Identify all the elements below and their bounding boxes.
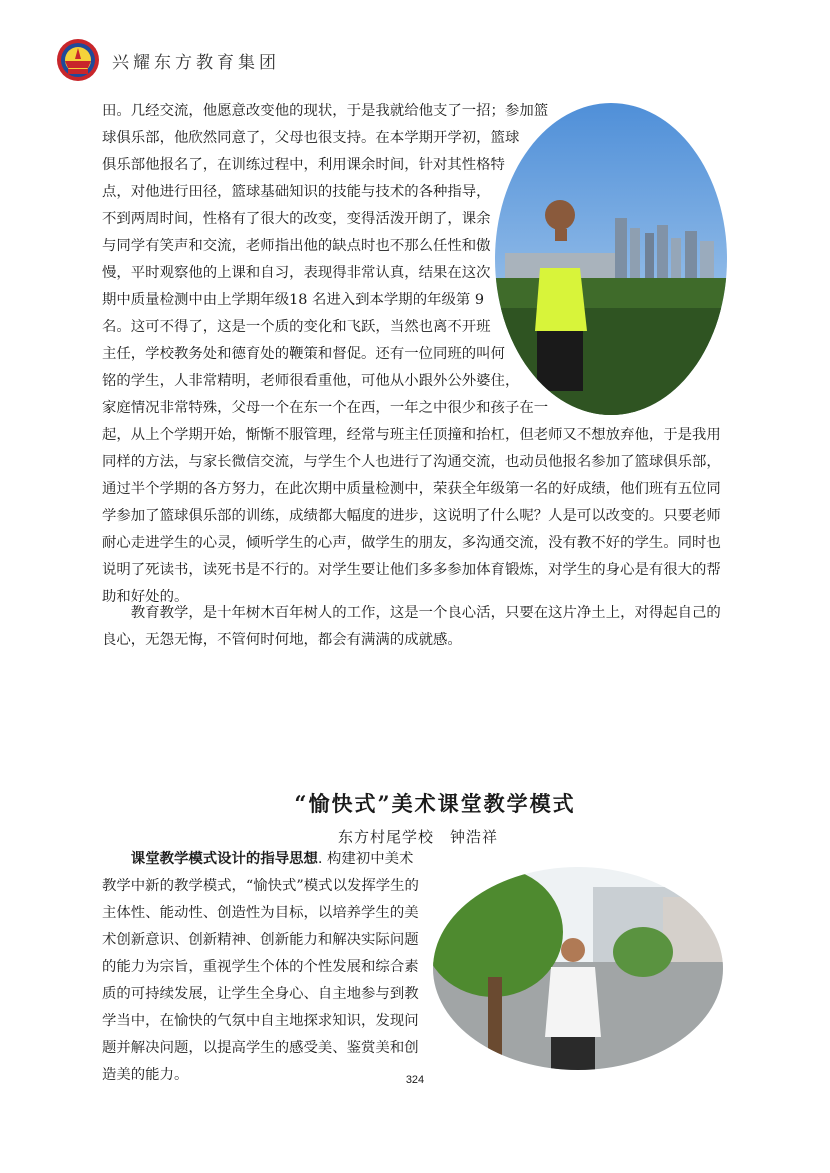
article2-author: 东方村尾学校 钟浩祥 — [338, 828, 499, 846]
page-header — [56, 38, 280, 82]
teacher-photo-campus — [433, 867, 723, 1070]
article2-paragraph: 课堂教学模式设计的指导思想. 构建初中美术教学中新的教学模式，“愉快式”模式以发挥学生的主体性、能动性、创造性为目标，以培养学生的美术创新意识、创新精神、创新能力和解决实际问题的能力为宗旨，重视学生个体的个性发展和综合素质的可持续发展，让学生全身心、自主地参与到教学当中，在愉快的气氛中自主地探求知识，发现问题并解决问题，以提高学生的感受美、鉴赏美和创造美的能力。 — [102, 850, 419, 1083]
organization-name: 兴耀东方教育集团 — [112, 52, 280, 73]
article1-paragraph-1: 田。几经交流，他愿意改变他的现状，于是我就给他支了一招；参加篮球俱乐部，他欣然同意了，父母也很支持。在本学期开学初，篮球俱乐部他报名了，在训练过程中，利用课余时间，针对其性格特点，对他进行田径，篮球基础知识的技能与技术的各种指导，不到两周时间，性格有了很大的改变，变得活泼开朗了，课余与同学有笑声和交流，老师指出他的缺点时也不那么任性和傲慢，平时观察他的上课和自习，表现得非常认真，结果在这次期中质量检测中由上学期年级18 名进入到本学期的年级第 9 名。这可不得了，这是一个质的变化和飞跃，当然也离不开班主任，学校教务处和德育处的鞭策和督促。还有一位同班的叫何铭的学生，人非常精明，老师很看重他，可他从小跟外公外婆住，家庭情况非常特殊，父母一个在东一个在西，一年之中很少和孩子在一起，从上个学期开始，惭惭不服管理，经常与班主任顶撞和抬杠，但老师又不想放弃他，于是我用同样的方法，与家长微信交流，与学生个人也进行了沟通交流，也动员他报名参加了篮球俱乐部，通过半个学期的各方努力，在此次期中质量检测中，荣获全年级第一名的好成绩，他们班有五位同学参加了篮球俱乐部的训练，成绩都大幅度的进步，这说明了什么呢？人是可以改变的。只要老师耐心走进学生的心灵，倾听学生的心声，做学生的朋友，多沟通交流，没有教不好的学生。同时也说明了死读书，读死书是不行的。对学生要让他们多多参加体育锻炼，对学生的身心是有很大的帮助和好处的。 — [102, 103, 721, 605]
article1-paragraph-2: 教育教学，是十年树木百年树人的工作，这是一个良心活，只要在这片净土上，对得起自己的良心，无怨无悔，不管何时何地，都会有满满的成就感。 — [102, 605, 721, 648]
lead-heading: 课堂教学模式设计的指导思想 — [130, 850, 318, 867]
school-logo-icon — [56, 38, 100, 82]
article2-title: “愉快式”美术课堂教学模式 — [294, 791, 576, 816]
page-number: 324 — [405, 1074, 425, 1086]
